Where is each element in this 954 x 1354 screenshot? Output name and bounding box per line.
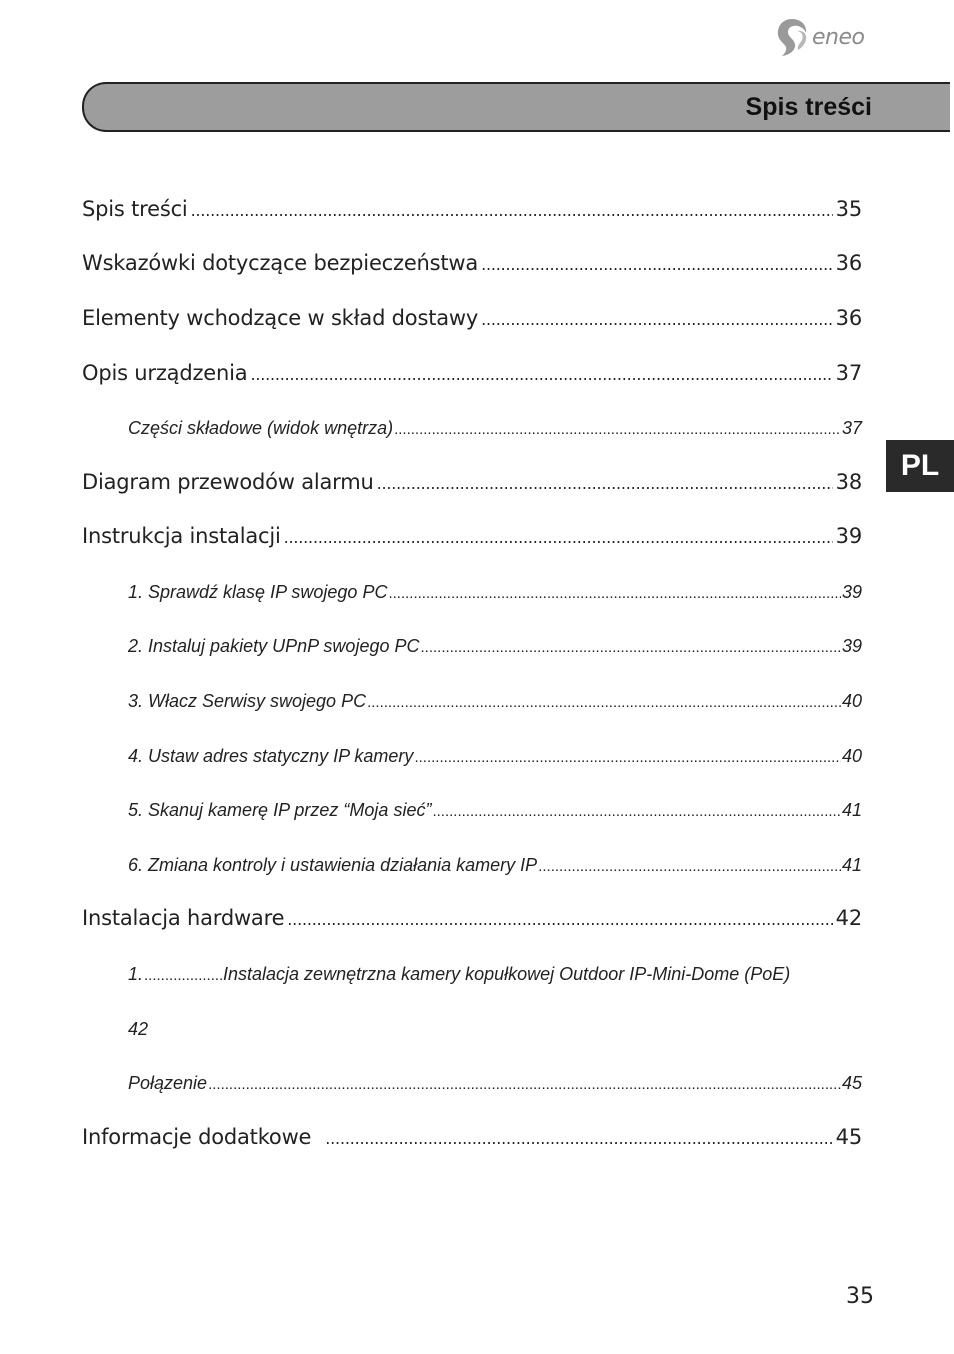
toc-entry[interactable] <box>82 470 862 494</box>
toc-entry-label: Diagram przewodów alarmu <box>82 470 374 494</box>
language-tab: PL <box>886 440 954 492</box>
toc-entry-label: Połązenie <box>128 1073 208 1093</box>
toc-entry-page: 45 <box>835 1125 862 1149</box>
dot-leader <box>432 803 841 820</box>
dot-leader <box>284 528 833 547</box>
dot-leader <box>250 365 832 384</box>
toc-entry-number: 1. <box>128 964 144 984</box>
toc-entry-label: 2. Instaluj pakiety UPnP swojego PC <box>128 636 420 656</box>
toc-entry-page: 36 <box>835 306 862 330</box>
dot-leader <box>367 694 841 711</box>
toc-entry[interactable] <box>82 197 862 221</box>
dot-leader <box>287 910 832 929</box>
dot-leader <box>388 585 841 602</box>
dot-leader <box>420 639 840 656</box>
toc-entry-label: 1. Sprawdź klasę IP swojego PC <box>128 582 388 602</box>
toc-entry-label: Opis urządzenia <box>82 361 248 385</box>
page-title: Spis treści <box>745 93 872 121</box>
toc-entry-label: 6. Zmiana kontroly i ustawienia działania kamery IP <box>128 855 538 875</box>
toc-entry[interactable] <box>82 361 862 385</box>
page-number: 35 <box>846 1284 874 1309</box>
toc-entry-label: Instrukcja instalacji <box>82 524 281 548</box>
toc-entry-label: Informacje dodatkowe <box>82 1125 312 1149</box>
dot-leader <box>414 749 841 766</box>
toc-entry[interactable] <box>82 1125 862 1149</box>
toc-entry-page: 38 <box>835 470 862 494</box>
dot-leader <box>481 255 833 274</box>
dot-leader <box>144 967 222 984</box>
brand-name: eneo <box>812 24 865 50</box>
toc-entry-page: 42 <box>128 1019 149 1039</box>
toc-entry-page: 37 <box>835 361 862 385</box>
toc-entry-page: 41 <box>841 800 862 820</box>
toc-subentry[interactable] <box>128 636 862 657</box>
toc-subentry[interactable] <box>128 691 862 712</box>
toc-entry-label: Wskazówki dotyczące bezpieczeństwa <box>82 251 479 275</box>
toc-entry-page: 41 <box>841 855 862 875</box>
toc-entry-page: 42 <box>835 906 862 930</box>
toc-entry-page: 40 <box>841 746 862 766</box>
toc-subentry[interactable] <box>128 964 862 985</box>
toc-subentry[interactable] <box>128 582 862 603</box>
dot-leader <box>325 1129 832 1148</box>
toc-entry-label: Instalacja hardware <box>82 906 285 930</box>
toc-entry-label: Części składowe (widok wnętrza) <box>128 418 394 438</box>
dot-leader <box>191 201 833 220</box>
toc-entry-page: 39 <box>841 636 862 656</box>
toc-entry-page: 36 <box>835 251 862 275</box>
toc-entry[interactable] <box>82 251 862 275</box>
toc-entry-page: 37 <box>841 418 862 438</box>
toc-entry-page: 45 <box>841 1073 862 1093</box>
toc-entry-page: 39 <box>841 582 862 602</box>
toc-entry-label: 4. Ustaw adres statyczny IP kamery <box>128 746 414 766</box>
toc-subentry[interactable] <box>128 746 862 767</box>
toc-subentry[interactable] <box>128 855 862 876</box>
toc-entry-label: Instalacja zewnętrzna kamery kopułkowej Outdoor IP-Mini-Dome (PoE) <box>223 964 791 984</box>
toc-entry-page: 39 <box>835 524 862 548</box>
toc-subentry[interactable] <box>128 418 862 439</box>
dot-leader <box>208 1076 841 1093</box>
toc-entry-label: Elementy wchodzące w skład dostawy <box>82 306 479 330</box>
toc-subentry[interactable] <box>128 1073 862 1094</box>
toc-entry[interactable] <box>82 906 862 930</box>
toc-entry-page: 40 <box>841 691 862 711</box>
dot-leader <box>538 858 841 875</box>
toc-subentry[interactable] <box>128 800 862 821</box>
toc-entry-page: 35 <box>835 197 862 221</box>
toc-entry[interactable] <box>82 524 862 548</box>
toc-entry-label: 5. Skanuj kamerę IP przez “Moja sieć” <box>128 800 432 820</box>
dot-leader <box>481 310 833 329</box>
toc-entry[interactable] <box>82 306 862 330</box>
toc-entry-label: Spis treści <box>82 197 188 221</box>
dot-leader <box>377 474 833 493</box>
dot-leader <box>394 421 841 438</box>
toc-entry-label: 3. Włacz Serwisy swojego PC <box>128 691 367 711</box>
